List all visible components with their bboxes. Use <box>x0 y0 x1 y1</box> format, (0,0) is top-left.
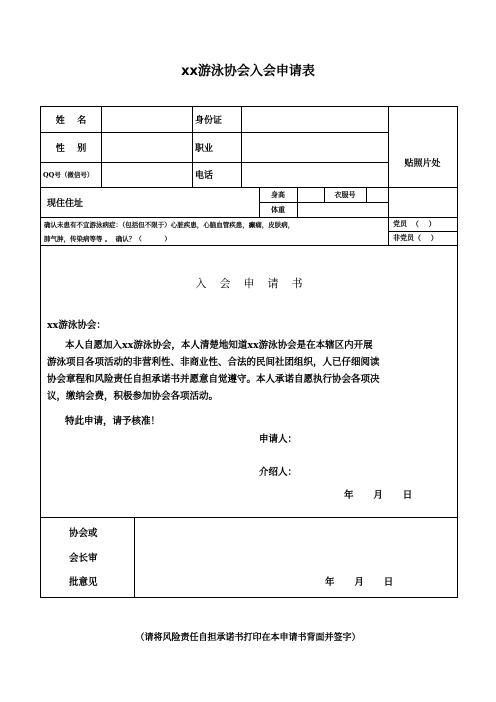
height-field[interactable] <box>297 187 324 202</box>
applicant-label: 申请人： <box>259 434 298 445</box>
address-label: 现住住址 <box>47 198 84 209</box>
approval-label-line3: 批意见 <box>69 577 98 588</box>
col-divider <box>192 107 193 187</box>
application-date: 年 月 日 <box>344 490 413 501</box>
gender-label: 性 别 <box>55 143 87 154</box>
height-label: 身高 <box>271 189 285 199</box>
address-field[interactable] <box>107 187 259 217</box>
row-divider <box>41 245 457 246</box>
salutation: xx游泳协会： <box>47 320 106 331</box>
approval-label-line2: 会长审 <box>69 553 98 564</box>
body-line-3: 协会章程和风险责任自担承诺书并愿意自觉遵守。本人承诺自愿执行协会各项决 <box>47 374 380 385</box>
health-notice-line1: 确认未患有不宜游泳病症：（包括但不限于）心脏疾患，心脑血管疾患，癫痫，皮肤病， <box>44 220 295 229</box>
id-card-field[interactable] <box>241 107 388 132</box>
body-line-4: 议，缴纳会费，积极参加协会各项活动。 <box>47 391 219 402</box>
name-field[interactable] <box>101 107 192 132</box>
phone-field[interactable] <box>241 162 388 187</box>
weight-field[interactable] <box>297 202 388 217</box>
request-text: 特此申请，请予核准！ <box>65 416 161 427</box>
weight-label: 体重 <box>271 204 285 214</box>
occupation-label: 职业 <box>195 143 214 154</box>
qq-label: QQ号（微信号） <box>43 171 94 179</box>
qq-field[interactable] <box>101 162 192 187</box>
introducer-label: 介绍人： <box>259 467 298 478</box>
form-title: xx游泳协会入会申请表 <box>181 64 315 79</box>
body-line-2: 游泳项目各项活动的非营利性、非商业性、合法的民间社团组织，人已仔细阅读 <box>47 357 380 368</box>
body-line-1: 本人自愿加入xx游泳协会，本人清楚地知道xx游泳协会是在本辖区内开展 <box>65 340 373 351</box>
application-form <box>40 106 458 598</box>
approval-label-line1: 协会或 <box>69 528 98 539</box>
application-heading: 入会申请书 <box>195 277 316 290</box>
occupation-field[interactable] <box>241 132 388 162</box>
phone-label: 电话 <box>195 171 214 181</box>
footer-note: （请将风险责任自担承诺书打印在本申请书背面并签字） <box>135 633 361 643</box>
non-party-member-option[interactable]: 非党员（ ） <box>393 233 438 242</box>
id-card-label: 身份证 <box>195 116 223 126</box>
name-label: 姓 名 <box>55 116 87 126</box>
health-notice-line2: 肺气肿，传染病等等 。 确认？（ ） <box>44 234 171 243</box>
photo-placeholder[interactable]: 贴照片处 <box>404 158 441 169</box>
approval-opinion-field[interactable] <box>135 518 457 597</box>
clothing-size-label: 衣服号 <box>334 189 356 199</box>
approval-date: 年 月 日 <box>325 577 394 588</box>
party-member-option[interactable]: 党员 （ ） <box>393 219 436 228</box>
clothing-size-field[interactable] <box>366 187 388 202</box>
gender-field[interactable] <box>101 132 192 162</box>
